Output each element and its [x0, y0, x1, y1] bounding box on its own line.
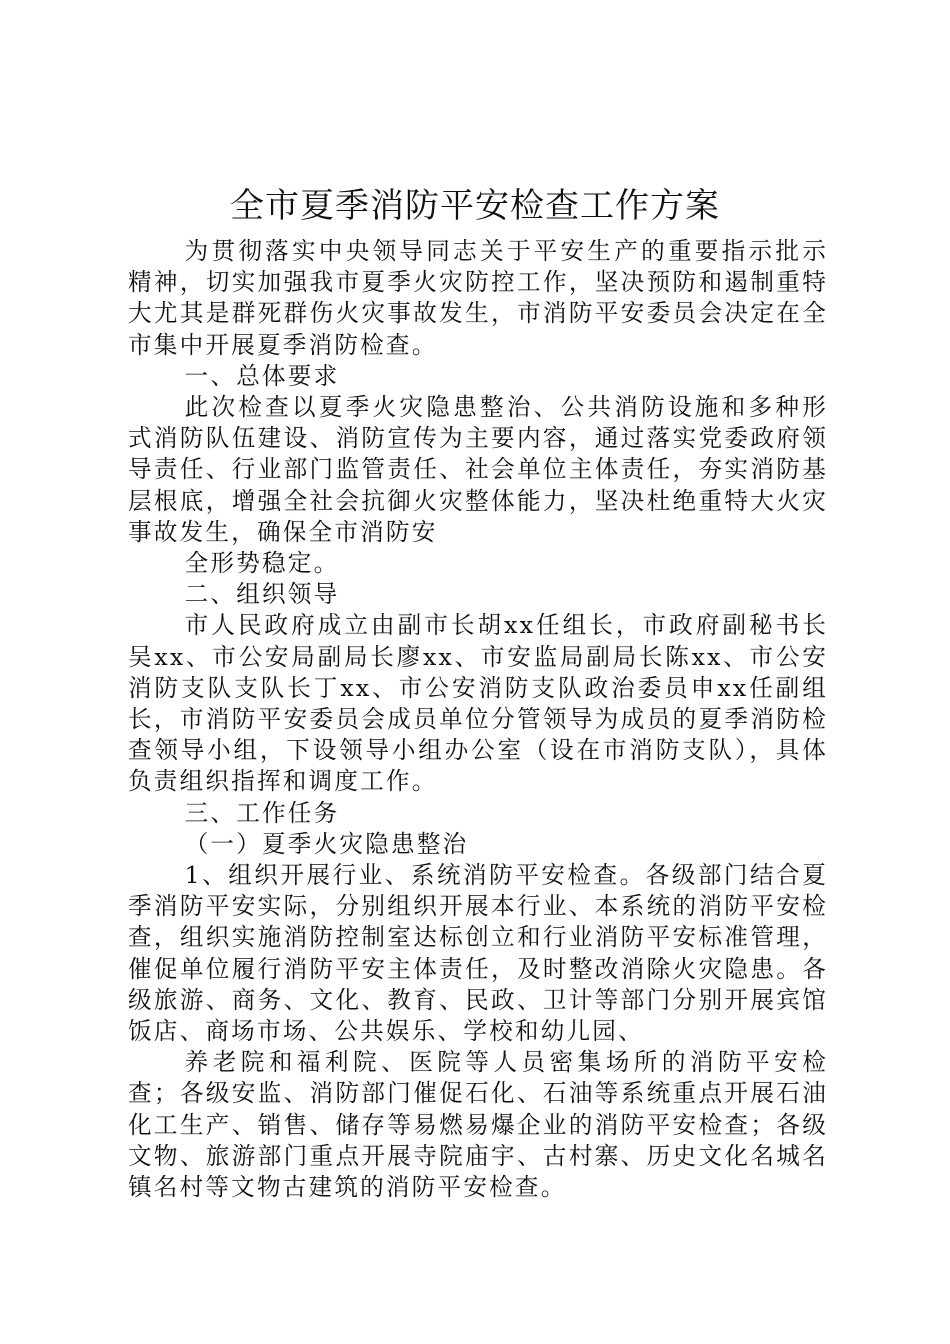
section-heading-organization: 二、组织领导	[184, 580, 340, 609]
intro-paragraph: 为贯彻落实中央领导同志关于平安生产的重要指示批示精神，切实加强我市夏季火灾防控工作，坚决预防和遏制重特大尤其是群死群伤火灾事故发生，市消防平安委员会决定在全市集中开展夏季消防检查。	[128, 237, 828, 359]
general-requirements-continuation: 全形势稳定。	[184, 549, 340, 578]
subsection-heading-hazard-remediation: （一）夏季火灾隐患整治	[184, 829, 469, 858]
document-title: 全市夏季消防平安检查工作方案	[230, 186, 720, 226]
section-heading-tasks: 三、工作任务	[184, 798, 340, 827]
task-item-1-continuation: 养老院和福利院、医院等人员密集场所的消防平安检查；各级安监、消防部门催促石化、石油等系统重点开展石油化工生产、销售、储存等易燃易爆企业的消防平安检查；各级文物、旅游部门重点开展寺院庙宇、古村寨、历史文化名城名镇名村等文物古建筑的消防平安检查。	[128, 1048, 828, 1202]
task-item-1-paragraph: 1、组织开展行业、系统消防平安检查。各级部门结合夏季消防平安实际，分别组织开展本行业、本系统的消防平安检查，组织实施消防控制室达标创立和行业消防平安标准管理，催促单位履行消防平安主体责任，及时整改消除火灾隐患。各级旅游、商务、文化、教育、民政、卫计等部门分别开展宾馆饭店、商场市场、公共娱乐、学校和幼儿园、	[128, 861, 828, 1046]
general-requirements-paragraph: 此次检查以夏季火灾隐患整治、公共消防设施和多种形式消防队伍建设、消防宣传为主要内容，通过落实党委政府领导责任、行业部门监管责任、社会单位主体责任，夯实消防基层根底，增强全社会抗御火灾整体能力，坚决杜绝重特大火灾事故发生，确保全市消防安	[128, 393, 828, 546]
section-heading-general-requirements: 一、总体要求	[184, 361, 340, 390]
document-body	[128, 236, 828, 1203]
organization-paragraph: 市人民政府成立由副市长胡xx任组长，市政府副秘书长吴xx、市公安局副局长廖xx、市安监局副局长陈xx、市公安消防支队支队长丁xx、市公安消防支队政治委员申xx任副组长，市消防平安委员会成员单位分管领导为成员的夏季消防检查领导小组，下设领导小组办公室（设在市消防支队），具体负责组织指挥和调度工作。	[128, 611, 828, 796]
